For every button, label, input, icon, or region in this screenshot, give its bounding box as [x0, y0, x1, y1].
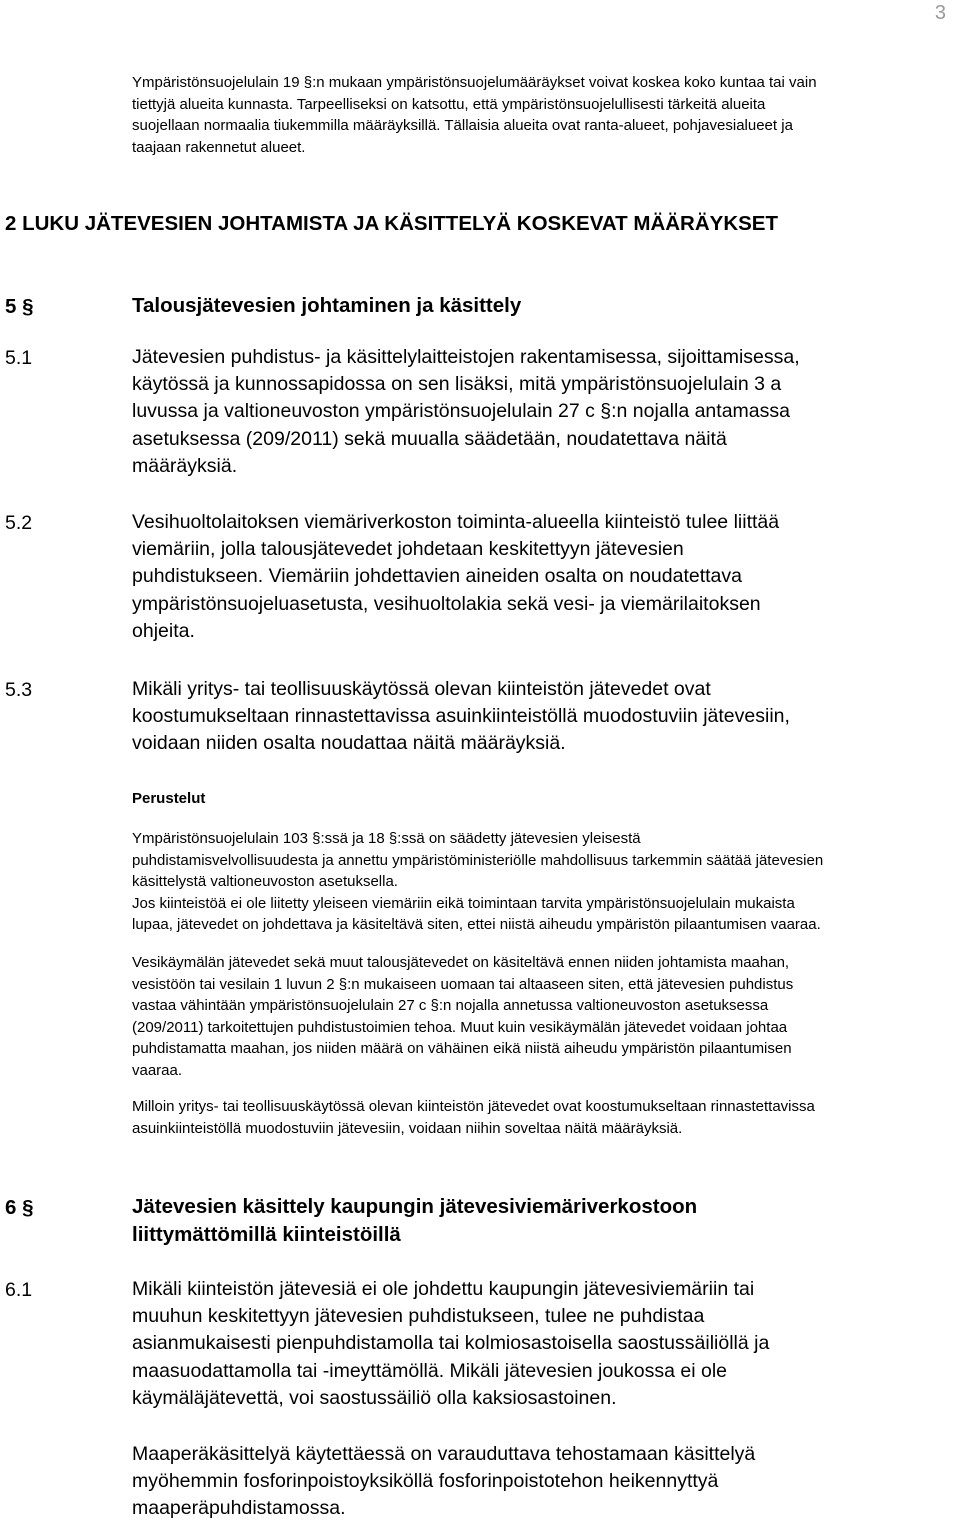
text-line: käytössä ja kunnossapidossa on sen lisäksi, mitä ympäristönsuojelulain 3 a [132, 373, 782, 396]
text-line: viemäriin, jolla talousjätevedet johdetaan keskitettyyn jätevesien [132, 538, 684, 561]
text-line: käymäläjätevettä, voi saostussäiliö olla kaksiosastoinen. [132, 1386, 617, 1409]
text-line: Mikäli kiinteistön jätevesiä ei ole johdettu kaupungin jätevesiviemäriin tai [132, 1278, 755, 1300]
perustelut-heading: Perustelut [132, 790, 206, 807]
text-line: Maaperäkäsittelyä käytettäessä on varauduttava tehostamaan käsittelyä [132, 1443, 756, 1465]
chapter-title: 2 LUKU JÄTEVESIEN JOHTAMISTA JA KÄSITTELYÄ KOSKEVAT MÄÄRÄYKSET [5, 212, 779, 235]
item-5-3-number: 5.3 [5, 679, 33, 701]
section-5-title [132, 292, 521, 320]
text-line: Mikäli yritys- tai teollisuuskäytössä olevan kiinteistön jätevedet ovat [132, 678, 711, 700]
section-title-line: Jätevesien käsittely kaupungin jätevesiviemäriverkostoon [132, 1195, 698, 1218]
section-title-line: Talousjätevesien johtaminen ja käsittely [132, 294, 522, 317]
text-line: käsittelystä valtioneuvoston asetuksella. [132, 873, 398, 890]
perustelut-paragraph-1 [132, 828, 823, 936]
text-line: Jätevesien puhdistus- ja käsittelylaitteistojen rakentamisessa, sijoittamisessa, [132, 346, 800, 368]
intro-paragraph [132, 72, 817, 158]
text-line: asuinkiinteistöllä muodostuviin jätevesiin, voidaan niihin soveltaa näitä määräyksiä. [132, 1119, 683, 1137]
section-6-title [132, 1193, 697, 1249]
page-number: 3 [934, 2, 946, 24]
section-title-line: liittymättömillä kiinteistöillä [132, 1223, 401, 1246]
text-line: vastaa vähintään ympäristönsuojelulain 27 c §:n nojalla annetussa valtioneuvoston asetuksessa [132, 997, 769, 1014]
text-line: koostumukseltaan rinnastettavissa asuinkiinteistöllä muodostuviin jätevesiin, [132, 705, 790, 728]
text-line: voidaan niiden osalta noudattaa näitä määräyksiä. [132, 732, 566, 755]
text-line: ympäristönsuojeluasetusta, vesihuoltolakia sekä vesi- ja viemärilaitoksen [132, 592, 761, 615]
text-line: määräyksiä. [132, 454, 238, 477]
text-line: myöhemmin fosforinpoistoyksiköllä fosforinpoistotehon heikennyttyä [132, 1470, 719, 1493]
item-6-1-number: 6.1 [5, 1279, 33, 1301]
text-line: Vesikäymälän jätevedet sekä muut talousjätevedet on käsiteltävä ennen niiden johtamista maahan, [132, 954, 790, 971]
item-5-1-text [132, 344, 800, 480]
text-line: puhdistamatta maahan, jos niiden määrä on vähäinen eikä niistä aiheudu ympäristön pilaantumisen [132, 1040, 792, 1057]
text-line: puhdistukseen. Viemäriin johdettavien aineiden osalta on noudatettava [132, 565, 742, 588]
section-6-number: 6 § [5, 1196, 34, 1219]
item-5-2-number: 5.2 [5, 512, 33, 534]
item-5-3-text [132, 676, 790, 758]
intro-line: tiettyjä alueita kunnasta. Tarpeelliseksi on katsottu, että ympäristönsuojelullisesti tärkeitä alueita [132, 95, 766, 113]
perustelut-paragraph-3 [132, 1096, 815, 1139]
text-line: ohjeita. [132, 619, 195, 642]
perustelut-paragraph-2 [132, 952, 793, 1081]
text-line: Jos kiinteistöä ei ole liitetty yleiseen viemäriin eikä toimintaan tarvita ympäristönsuojelulain mukaista [132, 894, 795, 912]
item-5-1-number: 5.1 [5, 347, 33, 369]
item-6-1-extra-text [132, 1441, 755, 1523]
text-line: (209/2011) tarkoitettujen puhdistustoimien tehoa. Muut kuin vesikäymälän jätevedet voidaan johtaa [132, 1018, 788, 1036]
text-line: puhdistamisvelvollisuudesta ja annettu ympäristöministeriölle mahdollisuus tarkemmin säätää jätevesien [132, 851, 824, 869]
intro-line: taajaan rakennetut alueet. [132, 138, 306, 156]
text-line: lupaa, jätevedet on johdettava ja käsiteltävä siten, ettei niistä aiheudu ympäristön pilaantumisen vaaraa. [132, 916, 821, 933]
text-line: muuhun keskitettyyn jätevesien puhdistukseen, tulee ne puhdistaa [132, 1305, 705, 1328]
intro-line: suojellaan normaalia tiukemmilla määräyksillä. Tällaisia alueita ovat ranta-alueet, pohjavesialueet ja [132, 117, 793, 134]
text-line: maasuodattamolla tai -imeyttämöllä. Mikäli jätevesien joukossa ei ole [132, 1359, 728, 1382]
text-line: Milloin yritys- tai teollisuuskäytössä olevan kiinteistön jätevedet ovat koostumukseltaan rinnastettavissa [132, 1098, 815, 1115]
text-line: asetuksessa (209/2011) sekä muualla säädetään, noudatettava näitä [132, 427, 727, 450]
text-line: Ympäristönsuojelulain 103 §:ssä ja 18 §:ssä on säädetty jätevesien yleisestä [132, 830, 641, 847]
text-line: vesistöön tai vesilain 1 luvun 2 §:n mukaiseen uomaan tai altaaseen siten, että jätevesien puhdistus [132, 975, 794, 993]
section-5-number: 5 § [5, 295, 34, 318]
intro-line: Ympäristönsuojelulain 19 §:n mukaan ympäristönsuojelumääräykset voivat koskea koko kuntaa tai vain [132, 74, 817, 91]
text-line: vaaraa. [132, 1061, 183, 1079]
item-5-2-text [132, 509, 779, 645]
text-line: maaperäpuhdistamossa. [132, 1497, 346, 1520]
text-line: luvussa ja valtioneuvoston ympäristönsuojelulain 27 c §:n nojalla antamassa [132, 400, 790, 423]
text-line: Vesihuoltolaitoksen viemäriverkoston toiminta-alueella kiinteistö tulee liittää [132, 511, 780, 533]
text-line: asianmukaisesti pienpuhdistamolla tai kolmiosastoisella saostussäiliöllä ja [132, 1332, 770, 1355]
item-6-1-text [132, 1276, 769, 1412]
